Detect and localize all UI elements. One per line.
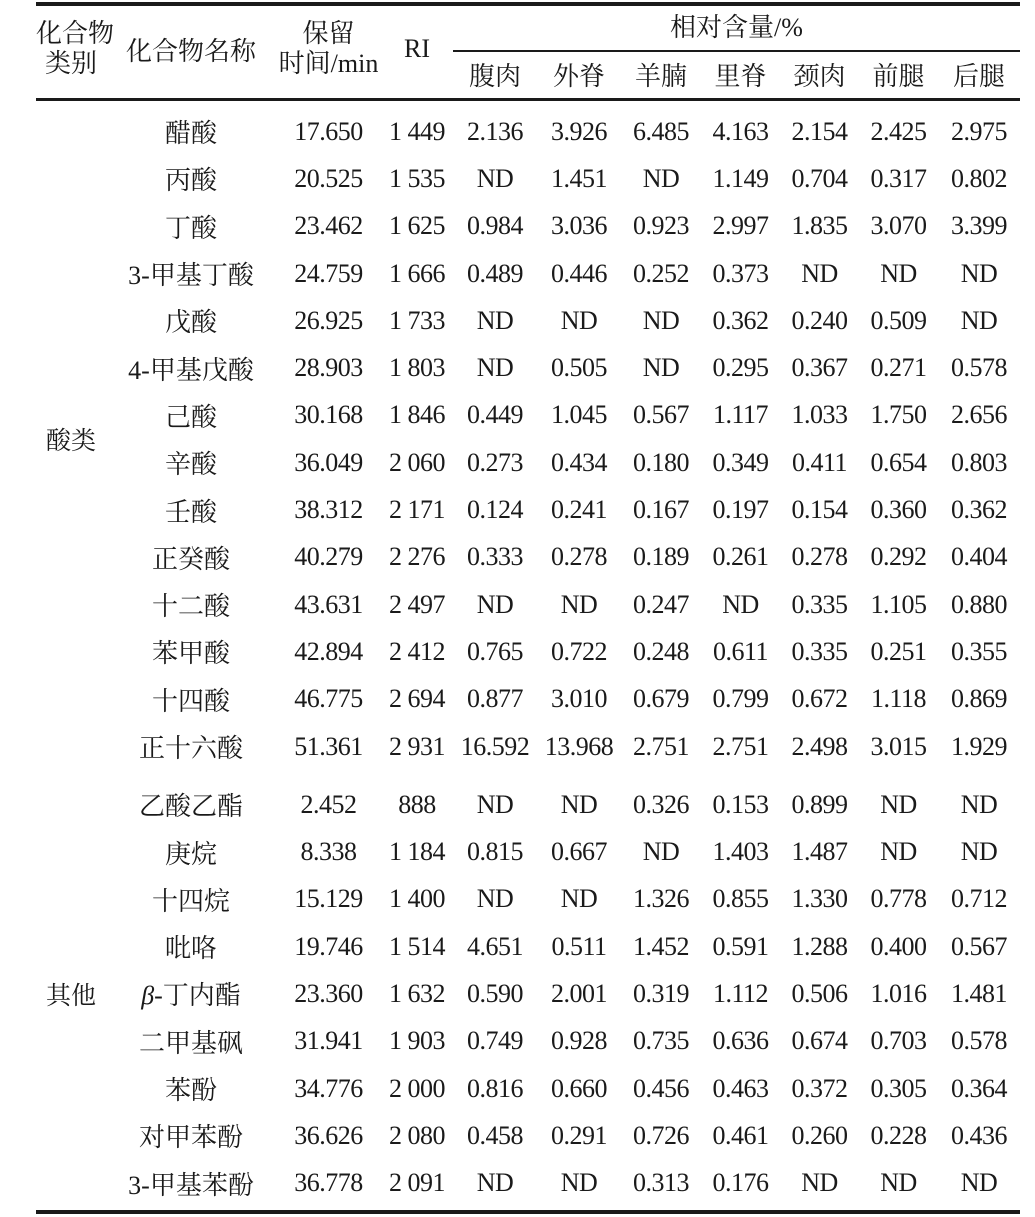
retention-index: 2 080	[389, 1120, 445, 1150]
category-cell: 其他	[45, 980, 96, 1010]
header-part: 后腿	[952, 61, 1005, 91]
header-category-line1: 化合物	[36, 19, 115, 48]
relative-content-value: ND	[476, 884, 514, 914]
relative-content-value: 0.248	[633, 636, 689, 666]
relative-content-value: 0.124	[467, 495, 523, 525]
relative-content-value: 0.291	[551, 1120, 607, 1150]
relative-content-value: ND	[476, 163, 514, 193]
retention-index: 1 803	[389, 353, 445, 383]
table-row	[36, 876, 1020, 923]
relative-content-value: 0.511	[551, 931, 607, 961]
header-retention-time	[276, 0, 381, 98]
table-row	[36, 344, 1020, 391]
header-ri: RI	[404, 34, 430, 63]
compound-name: 壬酸	[164, 497, 217, 527]
relative-content-value: 3.010	[551, 684, 607, 714]
relative-content-value: ND	[560, 1168, 598, 1198]
relative-content-value: 0.704	[791, 163, 848, 193]
relative-content-value: 0.335	[791, 589, 848, 619]
compound-name: 戊酸	[164, 308, 217, 338]
relative-content-value: 1.326	[633, 884, 689, 914]
table-row	[36, 781, 1020, 828]
relative-content-value: 3.926	[551, 116, 607, 146]
relative-content-value: 3.015	[870, 731, 927, 761]
relative-content-value: 0.855	[712, 884, 769, 914]
relative-content-value: ND	[960, 258, 998, 288]
relative-content-value: 0.869	[951, 684, 1007, 714]
compound-name: 苯酚	[164, 1076, 217, 1106]
relative-content-value: 0.799	[712, 684, 769, 714]
compound-name: 对甲苯酚	[138, 1123, 243, 1153]
relative-content-value: 0.815	[467, 837, 523, 867]
relative-content-value: ND	[476, 353, 514, 383]
category-cell: 酸类	[45, 426, 96, 456]
relative-content-value: 0.372	[791, 1073, 848, 1103]
retention-index: 2 694	[389, 684, 445, 714]
retention-index: 1 625	[389, 211, 445, 241]
relative-content-value: 0.373	[712, 258, 769, 288]
relative-content-value: 0.456	[633, 1073, 689, 1103]
retention-time: 23.360	[294, 978, 363, 1008]
retention-time: 24.759	[294, 258, 363, 288]
relative-content-value: 0.446	[551, 258, 607, 288]
relative-content-value: 0.251	[870, 636, 927, 666]
table-row	[36, 828, 1020, 875]
compound-name: 丙酸	[164, 166, 217, 196]
retention-time: 17.650	[294, 116, 363, 146]
compound-name: 醋酸	[164, 119, 217, 149]
relative-content-value: 0.591	[712, 931, 769, 961]
header-part: 腹肉	[468, 61, 521, 91]
relative-content-value: 0.189	[633, 542, 689, 572]
relative-content-value: ND	[722, 589, 759, 619]
relative-content-value: 2.001	[551, 978, 607, 1008]
retention-time: 36.626	[294, 1120, 363, 1150]
retention-index: 2 171	[389, 495, 445, 525]
header-category	[36, 0, 115, 98]
compound-name: 庚烷	[164, 839, 217, 869]
relative-content-value: 13.968	[544, 731, 614, 761]
relative-content-value: 0.355	[951, 636, 1007, 666]
relative-content-value: 2.656	[951, 400, 1007, 430]
relative-content-value: 0.247	[633, 589, 689, 619]
compound-name: 乙酸乙酯	[138, 792, 243, 822]
relative-content-value: 1.481	[951, 978, 1007, 1008]
compound-name: 正癸酸	[151, 544, 230, 574]
relative-content-value: 0.167	[633, 495, 689, 525]
table-row	[36, 581, 1020, 628]
relative-content-value: 0.778	[870, 884, 927, 914]
relative-content-value: 0.578	[951, 353, 1007, 383]
relative-content-value: 3.036	[551, 211, 607, 241]
relative-content-value: 0.880	[951, 589, 1007, 619]
relative-content-value: ND	[642, 163, 680, 193]
retention-index: 1 400	[389, 884, 445, 914]
relative-content-value: 1.117	[712, 400, 769, 430]
retention-index: 1 514	[389, 931, 445, 961]
relative-content-value: 0.271	[870, 353, 927, 383]
compound-name: 吡咯	[164, 934, 217, 964]
relative-content-value: 1.403	[712, 837, 769, 867]
relative-content-value: 0.436	[951, 1120, 1007, 1150]
table-row	[36, 486, 1020, 533]
relative-content-value: 1.045	[551, 400, 607, 430]
relative-content-value: 0.654	[870, 447, 927, 477]
relative-content-value: 0.176	[712, 1168, 769, 1198]
compound-name: 二甲基砜	[138, 1028, 243, 1058]
relative-content-value: 2.751	[712, 731, 769, 761]
relative-content-value: 0.197	[712, 495, 769, 525]
relative-content-value: ND	[960, 305, 998, 335]
compound-name: 十二酸	[151, 592, 230, 622]
relative-content-value: 2.751	[633, 731, 689, 761]
relative-content-value: 0.749	[467, 1026, 523, 1056]
retention-index: 2 091	[389, 1168, 445, 1198]
retention-index: 888	[398, 789, 436, 819]
header-part: 颈肉	[793, 61, 846, 91]
relative-content-value: 16.592	[460, 731, 530, 761]
table-row	[36, 923, 1020, 970]
header-part: 外脊	[552, 61, 605, 91]
relative-content-value: 0.923	[633, 211, 689, 241]
relative-content-value: ND	[960, 1168, 998, 1198]
header-part: 里脊	[714, 61, 767, 91]
relative-content-value: ND	[476, 305, 514, 335]
relative-content-value: 0.326	[633, 789, 689, 819]
compound-name: 己酸	[164, 402, 217, 432]
relative-content-value: 4.163	[712, 116, 769, 146]
retention-time: 31.941	[294, 1026, 363, 1056]
retention-index: 1 535	[389, 163, 445, 193]
relative-content-value: 1.033	[791, 400, 848, 430]
header-part: 前腿	[872, 61, 925, 91]
relative-content-value: 1.835	[791, 211, 848, 241]
relative-content-value: 0.434	[551, 447, 607, 477]
retention-time: 28.903	[294, 353, 363, 383]
retention-index: 1 846	[389, 400, 445, 430]
relative-content-value: 0.313	[633, 1168, 689, 1198]
retention-time: 36.049	[294, 447, 363, 477]
relative-content-value: 0.228	[870, 1120, 927, 1150]
relative-content-value: 2.425	[870, 116, 927, 146]
retention-time: 51.361	[294, 731, 363, 761]
retention-index: 2 931	[389, 731, 445, 761]
relative-content-value: ND	[880, 789, 917, 819]
compound-name: 辛酸	[164, 450, 217, 480]
retention-time: 8.338	[300, 837, 357, 867]
relative-content-value: 1.112	[712, 978, 769, 1008]
compound-name: 3-甲基丁酸	[128, 261, 254, 291]
retention-index: 1 903	[389, 1026, 445, 1056]
relative-content-value: ND	[801, 1168, 838, 1198]
compound-name	[106, 970, 276, 1017]
header-category-line2: 类别	[44, 49, 97, 78]
retention-time: 36.778	[294, 1168, 363, 1198]
relative-content-value: ND	[642, 353, 680, 383]
retention-index: 2 060	[389, 447, 445, 477]
relative-content-value: 0.278	[551, 542, 607, 572]
relative-content-value: 0.404	[951, 542, 1007, 572]
relative-content-value: ND	[560, 305, 598, 335]
relative-content-value: ND	[880, 258, 917, 288]
header-relative-content: 相对含量/%	[670, 12, 803, 42]
compound-name-rest: -丁内酯	[154, 981, 241, 1011]
relative-content-value: 0.261	[712, 542, 769, 572]
table-row	[36, 1065, 1020, 1112]
relative-content-value: 0.241	[551, 495, 607, 525]
retention-index: 1 449	[389, 116, 445, 146]
relative-content-value: 6.485	[633, 116, 689, 146]
relative-content-value: ND	[560, 589, 598, 619]
relative-content-value: 1.487	[791, 837, 848, 867]
relative-content-value: 0.295	[712, 353, 769, 383]
relative-content-value: 0.362	[951, 495, 1007, 525]
relative-content-value: 1.149	[712, 163, 769, 193]
retention-time: 30.168	[294, 400, 363, 430]
relative-content-value: 0.411	[791, 447, 848, 477]
relative-content-value: ND	[880, 1168, 917, 1198]
relative-content-value: 1.330	[791, 884, 848, 914]
relative-content-value: 0.672	[791, 684, 848, 714]
compound-name: 4-甲基戊酸	[128, 355, 254, 385]
relative-content-value: 0.703	[870, 1026, 927, 1056]
table-row	[36, 1112, 1020, 1159]
relative-content-value: ND	[801, 258, 838, 288]
relative-content-value: 0.660	[551, 1073, 607, 1103]
group-gap	[36, 770, 1020, 781]
table-row	[36, 1160, 1020, 1207]
retention-index: 1 184	[389, 837, 445, 867]
retention-index: 1 666	[389, 258, 445, 288]
table-row	[36, 155, 1020, 202]
table-row	[36, 203, 1020, 250]
relative-content-value: 0.803	[951, 447, 1007, 477]
table-row	[36, 628, 1020, 675]
retention-index: 1 733	[389, 305, 445, 335]
relative-content-value: 0.578	[951, 1026, 1007, 1056]
retention-time: 20.525	[294, 163, 363, 193]
relative-content-value: 1.750	[870, 400, 927, 430]
relative-content-value: ND	[560, 789, 598, 819]
body-top-spacer	[36, 98, 1020, 108]
relative-content-value: 0.305	[870, 1073, 927, 1103]
table-row	[36, 723, 1020, 770]
relative-content-value: 2.997	[712, 211, 769, 241]
retention-index: 2 497	[389, 589, 445, 619]
relative-content-value: 0.449	[467, 400, 523, 430]
retention-time: 23.462	[294, 211, 363, 241]
relative-content-value: 1.105	[870, 589, 927, 619]
relative-content-value: 0.667	[551, 837, 607, 867]
relative-content-value: 0.611	[712, 636, 769, 666]
table-row	[36, 108, 1020, 155]
relative-content-value: ND	[880, 837, 917, 867]
relative-content-value: ND	[642, 837, 680, 867]
compound-name: 十四酸	[151, 686, 230, 716]
relative-content-value: ND	[960, 837, 998, 867]
relative-content-value: 0.278	[791, 542, 848, 572]
relative-content-value: 2.975	[951, 116, 1007, 146]
compound-name: 正十六酸	[138, 734, 243, 763]
retention-time: 38.312	[294, 495, 363, 525]
retention-index: 2 276	[389, 542, 445, 572]
relative-content-value: 0.877	[467, 684, 523, 714]
retention-time: 46.775	[294, 684, 363, 714]
relative-content-value: 0.349	[712, 447, 769, 477]
relative-content-value: 0.335	[791, 636, 848, 666]
relative-content-value: 0.984	[467, 211, 523, 241]
table-row	[36, 676, 1020, 723]
table-row	[36, 1018, 1020, 1065]
relative-content-value: ND	[560, 884, 598, 914]
relative-content-value: 0.364	[951, 1073, 1007, 1103]
header-part: 羊腩	[634, 61, 687, 91]
compound-name-prefix: β	[141, 981, 155, 1011]
retention-time: 40.279	[294, 542, 363, 572]
relative-content-value: 0.735	[633, 1026, 689, 1056]
header-compound-name: 化合物名称	[125, 36, 256, 66]
retention-time: 34.776	[294, 1073, 363, 1103]
relative-content-value: 0.509	[870, 305, 927, 335]
compound-name: 3-甲基苯酚	[128, 1170, 254, 1200]
relative-content-value: 1.118	[870, 684, 927, 714]
retention-time: 42.894	[294, 636, 363, 666]
table-row	[36, 250, 1020, 297]
relative-content-value: 0.679	[633, 684, 689, 714]
header-rt-line2: 时间/min	[278, 49, 379, 78]
relative-content-value: 4.651	[467, 931, 523, 961]
retention-index: 2 412	[389, 636, 445, 666]
relative-content-value: 2.498	[791, 731, 848, 761]
relative-content-value: 1.016	[870, 978, 927, 1008]
relative-content-value: 0.400	[870, 931, 927, 961]
relative-content-value: 0.567	[951, 931, 1007, 961]
relative-content-value: 2.154	[791, 116, 848, 146]
relative-content-value: 0.180	[633, 447, 689, 477]
compound-name: 十四烷	[151, 886, 230, 916]
relative-content-value: 2.136	[467, 116, 523, 146]
relative-content-value: 0.712	[951, 884, 1007, 914]
compound-name: 苯甲酸	[151, 639, 230, 669]
header-rt-line1: 保留	[302, 19, 355, 48]
relative-content-value: ND	[476, 589, 514, 619]
compound-name: 丁酸	[164, 213, 217, 243]
relative-content-value: 0.674	[791, 1026, 848, 1056]
relative-content-value: 0.367	[791, 353, 848, 383]
relative-content-value: 0.333	[467, 542, 523, 572]
retention-time: 43.631	[294, 589, 363, 619]
retention-time: 26.925	[294, 305, 363, 335]
relative-content-value: 0.590	[467, 978, 523, 1008]
table-row	[36, 297, 1020, 344]
table-row	[36, 970, 1020, 1017]
relative-content-value: 0.292	[870, 542, 927, 572]
relative-content-value: 0.463	[712, 1073, 769, 1103]
relative-content-value: 0.461	[712, 1120, 769, 1150]
relative-content-value: 0.505	[551, 353, 607, 383]
relative-content-value: ND	[642, 305, 680, 335]
relative-content-value: 0.252	[633, 258, 689, 288]
relative-content-value: 0.506	[791, 978, 848, 1008]
relative-content-value: 0.273	[467, 447, 523, 477]
relative-content-value: 0.489	[467, 258, 523, 288]
relative-content-value: 1.452	[633, 931, 689, 961]
relative-content-value: 0.154	[791, 495, 848, 525]
relative-content-value: 0.319	[633, 978, 689, 1008]
retention-index: 2 000	[389, 1073, 445, 1103]
relative-content-value: ND	[476, 1168, 514, 1198]
relative-content-value: 0.726	[633, 1120, 689, 1150]
relative-content-value: 0.240	[791, 305, 848, 335]
relative-content-value: 1.451	[551, 163, 607, 193]
retention-index: 1 632	[389, 978, 445, 1008]
relative-content-value: 0.816	[467, 1073, 523, 1103]
table-row	[36, 534, 1020, 581]
relative-content-value: 0.362	[712, 305, 769, 335]
table-row	[36, 392, 1020, 439]
retention-time: 15.129	[294, 884, 363, 914]
volatile-compounds-table	[36, 0, 1020, 1207]
relative-content-value: 1.288	[791, 931, 848, 961]
relative-content-value: 0.765	[467, 636, 523, 666]
relative-content-value: 0.153	[712, 789, 769, 819]
relative-content-value: 0.567	[633, 400, 689, 430]
relative-content-value: 0.722	[551, 636, 607, 666]
relative-content-value: 3.070	[870, 211, 927, 241]
relative-content-value: 0.928	[551, 1026, 607, 1056]
relative-content-value: 0.360	[870, 495, 927, 525]
table-row	[36, 439, 1020, 486]
table-bottom-rule	[36, 1210, 1020, 1214]
relative-content-value: 0.317	[870, 163, 927, 193]
relative-content-value: ND	[960, 789, 998, 819]
relative-content-value: 0.899	[791, 789, 848, 819]
relative-content-value: 0.458	[467, 1120, 523, 1150]
retention-time: 19.746	[294, 931, 363, 961]
relative-content-value: 0.260	[791, 1120, 848, 1150]
relative-content-value: 0.636	[712, 1026, 769, 1056]
relative-content-value: ND	[476, 789, 514, 819]
retention-time: 2.452	[300, 789, 357, 819]
relative-content-value: 1.929	[951, 731, 1007, 761]
relative-content-value: 3.399	[951, 211, 1007, 241]
relative-content-value: 0.802	[951, 163, 1007, 193]
